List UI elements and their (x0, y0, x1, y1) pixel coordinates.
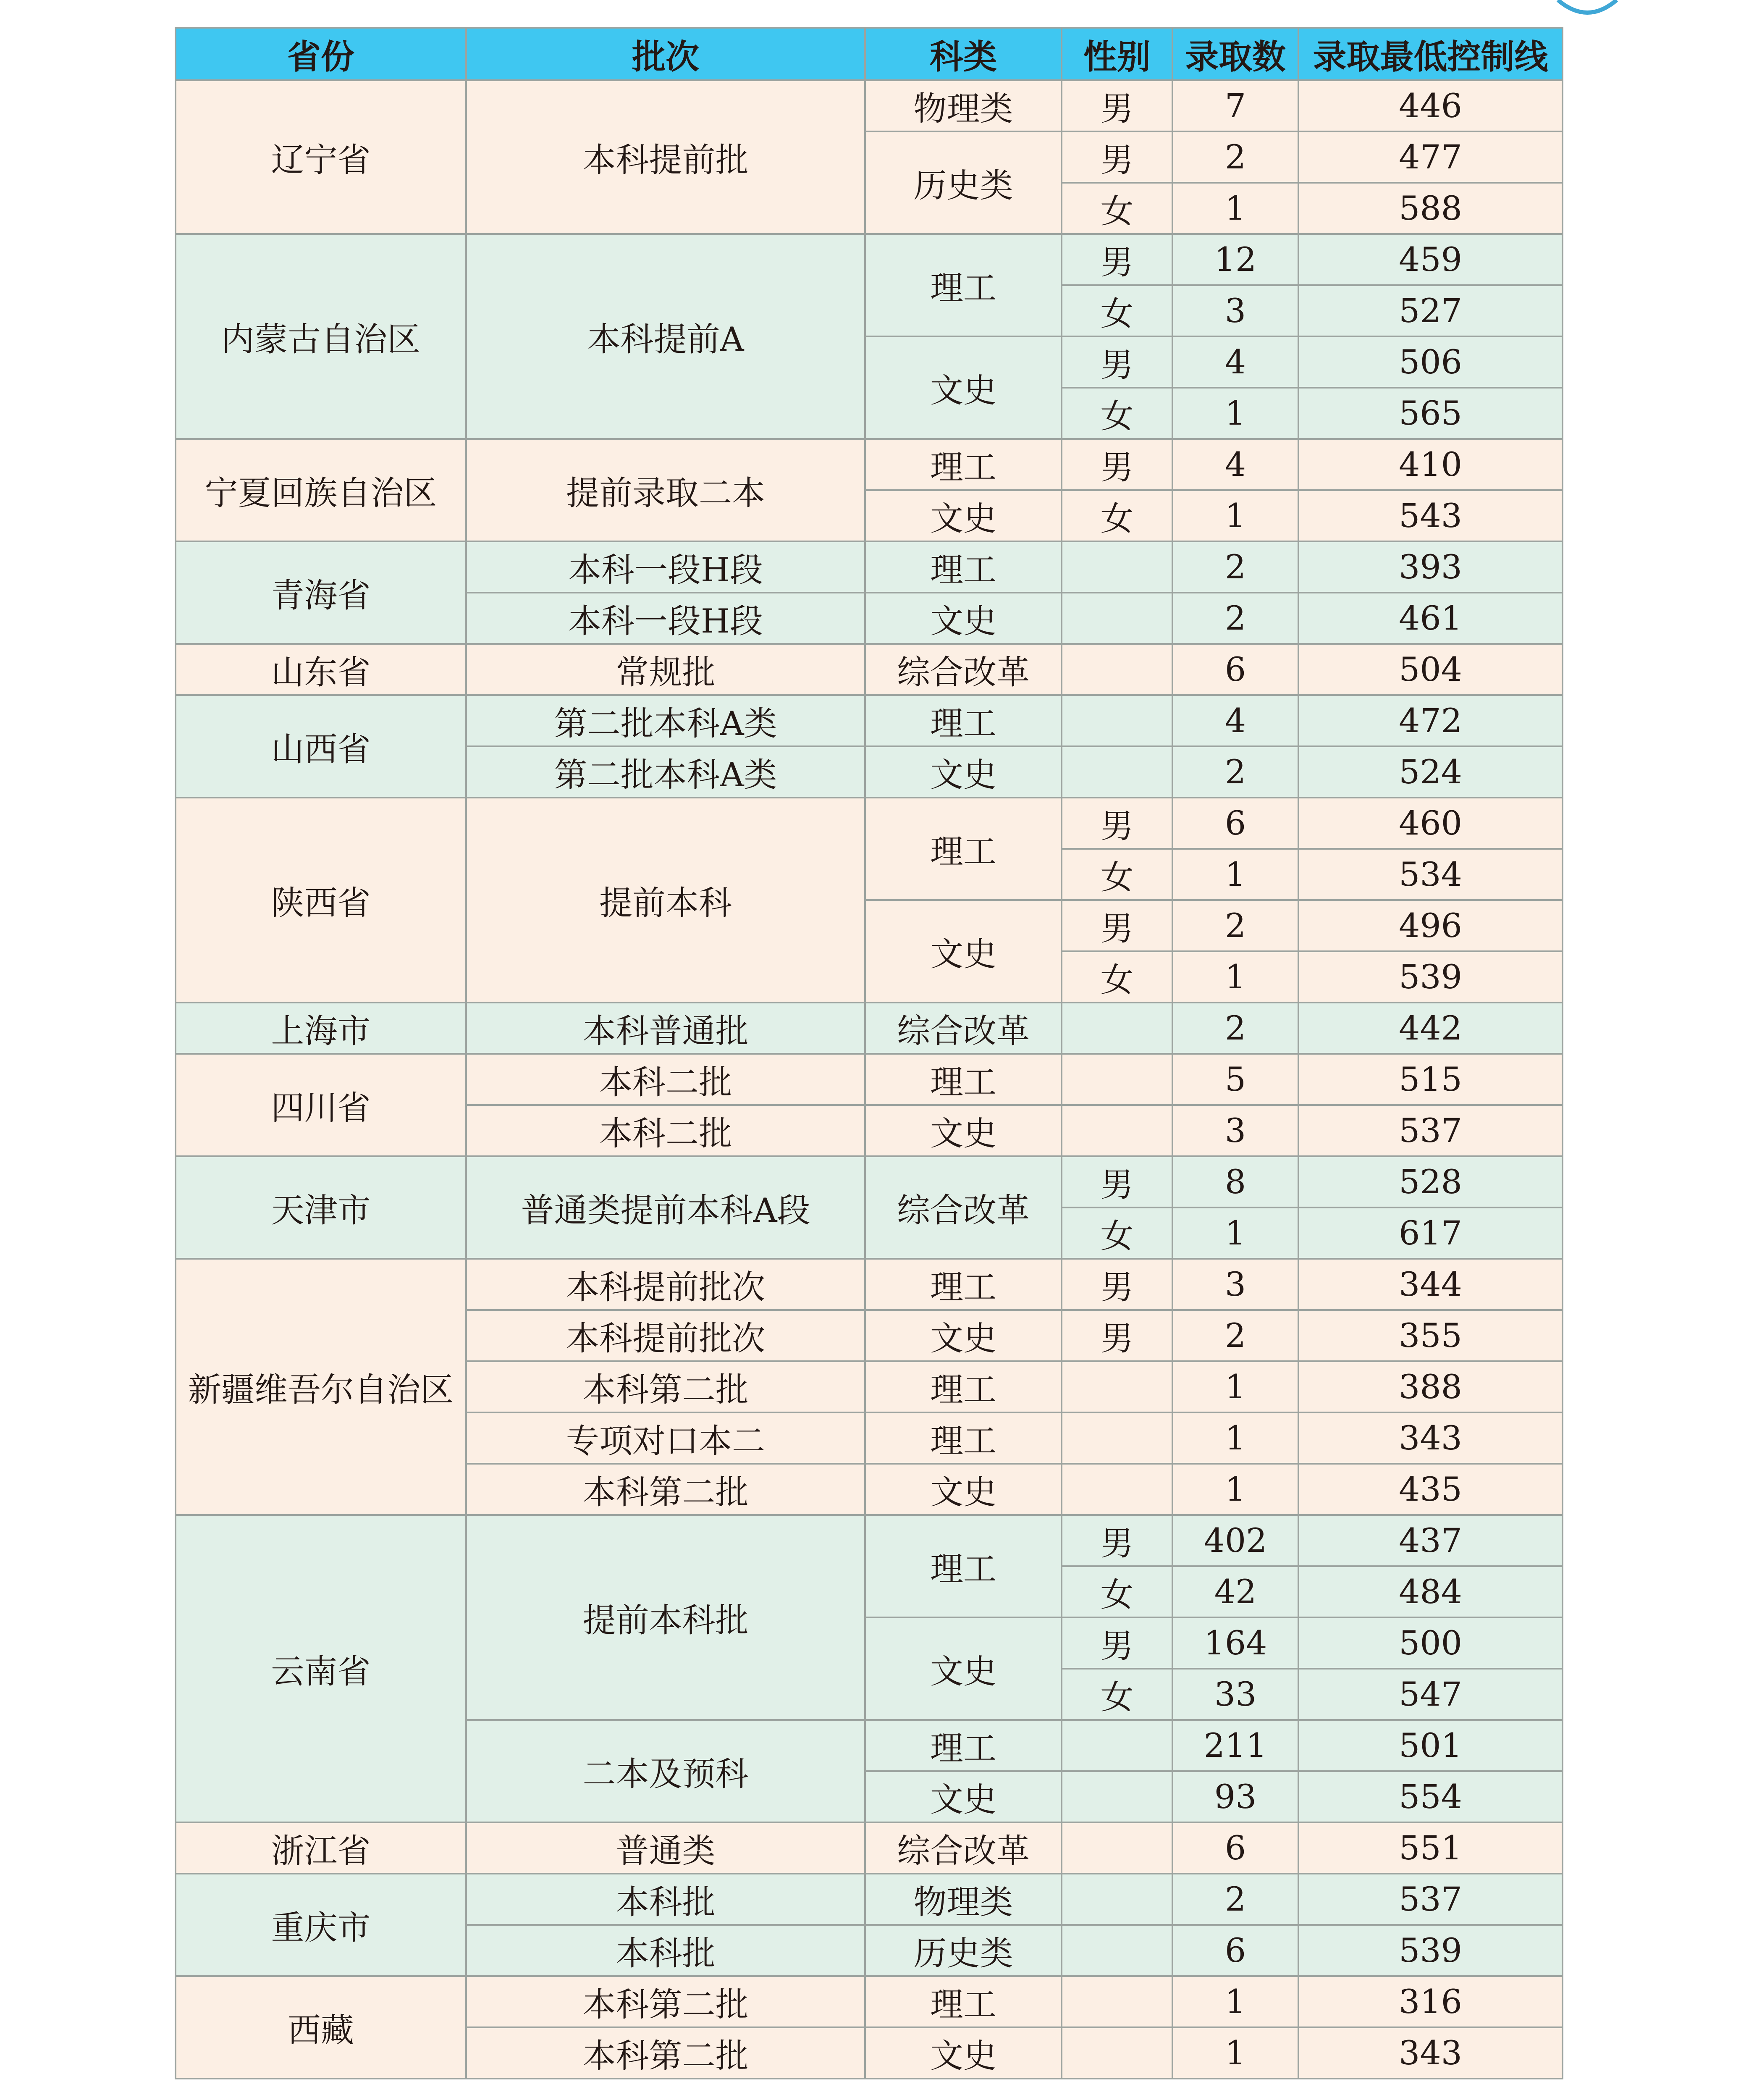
cell-count: 402 (1172, 1515, 1298, 1566)
cell-count: 8 (1172, 1156, 1298, 1208)
cell-subject: 理工 (865, 541, 1062, 593)
cell-min-score: 537 (1298, 1874, 1563, 1925)
cell-count: 1 (1172, 1361, 1298, 1412)
header-count: 录取数 (1172, 28, 1298, 80)
cell-min-score: 461 (1298, 593, 1563, 644)
cell-count: 1 (1172, 388, 1298, 439)
header-row (176, 28, 1563, 80)
table-row (176, 234, 1563, 285)
cell-batch: 普通类 (466, 1822, 865, 1874)
cell-min-score: 343 (1298, 2027, 1563, 2079)
table-row (176, 1054, 1563, 1105)
cell-min-score: 504 (1298, 644, 1563, 695)
cell-gender: 男 (1062, 1259, 1172, 1310)
cell-subject: 文史 (865, 1310, 1062, 1361)
cell-count: 164 (1172, 1617, 1298, 1669)
cell-province: 山东省 (176, 644, 466, 695)
cell-gender (1062, 1412, 1172, 1464)
cell-gender (1062, 1976, 1172, 2027)
table-row (176, 1874, 1563, 1925)
cell-batch: 专项对口本二 (466, 1412, 865, 1464)
cell-subject: 综合改革 (865, 1156, 1062, 1259)
cell-gender: 男 (1062, 900, 1172, 951)
cell-count: 6 (1172, 1925, 1298, 1976)
admission-table-container (175, 27, 1562, 2079)
cell-gender: 男 (1062, 1617, 1172, 1669)
cell-count: 2 (1172, 593, 1298, 644)
cell-gender: 女 (1062, 183, 1172, 234)
cell-min-score: 446 (1298, 80, 1563, 131)
cell-gender (1062, 1361, 1172, 1412)
cell-province: 上海市 (176, 1003, 466, 1054)
cell-subject: 理工 (865, 234, 1062, 336)
cell-min-score: 539 (1298, 951, 1563, 1003)
cell-gender: 女 (1062, 1208, 1172, 1259)
cell-count: 2 (1172, 900, 1298, 951)
cell-gender: 女 (1062, 951, 1172, 1003)
cell-min-score: 355 (1298, 1310, 1563, 1361)
cell-min-score: 551 (1298, 1822, 1563, 1874)
cell-min-score: 437 (1298, 1515, 1563, 1566)
cell-count: 3 (1172, 285, 1298, 336)
cell-gender: 女 (1062, 490, 1172, 541)
cell-batch: 本科一段H段 (466, 593, 865, 644)
cell-min-score: 496 (1298, 900, 1563, 951)
cell-subject: 理工 (865, 1361, 1062, 1412)
cell-min-score: 617 (1298, 1208, 1563, 1259)
header-province: 省份 (176, 28, 466, 80)
cell-count: 3 (1172, 1259, 1298, 1310)
cell-batch: 本科第二批 (466, 2027, 865, 2079)
header-subject: 科类 (865, 28, 1062, 80)
table-row (176, 80, 1563, 131)
cell-count: 1 (1172, 1976, 1298, 2027)
cell-gender (1062, 2027, 1172, 2079)
table-row (176, 1822, 1563, 1874)
cell-subject: 文史 (865, 1464, 1062, 1515)
cell-min-score: 344 (1298, 1259, 1563, 1310)
cell-subject: 历史类 (865, 131, 1062, 234)
cell-gender: 女 (1062, 1669, 1172, 1720)
cell-min-score: 460 (1298, 798, 1563, 849)
corner-ornament (1554, 0, 1621, 17)
cell-count: 4 (1172, 439, 1298, 490)
cell-count: 33 (1172, 1669, 1298, 1720)
cell-province: 内蒙古自治区 (176, 234, 466, 439)
cell-subject: 文史 (865, 1617, 1062, 1720)
table-row (176, 541, 1563, 593)
cell-subject: 物理类 (865, 1874, 1062, 1925)
cell-count: 93 (1172, 1771, 1298, 1822)
cell-gender (1062, 746, 1172, 798)
cell-batch: 本科第二批 (466, 1976, 865, 2027)
table-row (176, 1003, 1563, 1054)
cell-gender (1062, 1054, 1172, 1105)
table-row (176, 1515, 1563, 1566)
cell-gender: 男 (1062, 1156, 1172, 1208)
cell-gender (1062, 1720, 1172, 1771)
cell-gender: 女 (1062, 285, 1172, 336)
cell-count: 2 (1172, 131, 1298, 183)
cell-min-score: 543 (1298, 490, 1563, 541)
cell-count: 1 (1172, 1464, 1298, 1515)
cell-province: 陕西省 (176, 798, 466, 1003)
table-row (176, 1156, 1563, 1208)
cell-min-score: 524 (1298, 746, 1563, 798)
cell-batch: 本科普通批 (466, 1003, 865, 1054)
cell-province: 云南省 (176, 1515, 466, 1822)
cell-subject: 理工 (865, 1054, 1062, 1105)
cell-batch: 常规批 (466, 644, 865, 695)
cell-batch: 二本及预科 (466, 1720, 865, 1822)
cell-count: 3 (1172, 1105, 1298, 1156)
cell-min-score: 537 (1298, 1105, 1563, 1156)
cell-subject: 文史 (865, 1105, 1062, 1156)
cell-count: 2 (1172, 1003, 1298, 1054)
cell-batch: 本科提前批 (466, 80, 865, 234)
cell-province: 重庆市 (176, 1874, 466, 1976)
cell-gender: 男 (1062, 131, 1172, 183)
cell-min-score: 565 (1298, 388, 1563, 439)
cell-count: 6 (1172, 798, 1298, 849)
cell-province: 青海省 (176, 541, 466, 644)
cell-batch: 本科提前批次 (466, 1259, 865, 1310)
cell-gender: 女 (1062, 388, 1172, 439)
cell-gender: 男 (1062, 1515, 1172, 1566)
cell-count: 1 (1172, 2027, 1298, 2079)
cell-min-score: 343 (1298, 1412, 1563, 1464)
cell-gender (1062, 541, 1172, 593)
cell-batch: 本科第二批 (466, 1361, 865, 1412)
cell-min-score: 554 (1298, 1771, 1563, 1822)
cell-subject: 理工 (865, 695, 1062, 746)
cell-count: 2 (1172, 1310, 1298, 1361)
cell-gender (1062, 644, 1172, 695)
cell-min-score: 477 (1298, 131, 1563, 183)
cell-gender (1062, 1771, 1172, 1822)
cell-gender: 女 (1062, 849, 1172, 900)
cell-gender (1062, 1464, 1172, 1515)
cell-batch: 第二批本科A类 (466, 746, 865, 798)
cell-gender (1062, 1822, 1172, 1874)
cell-count: 2 (1172, 746, 1298, 798)
cell-subject: 综合改革 (865, 1822, 1062, 1874)
cell-subject: 文史 (865, 900, 1062, 1003)
cell-min-score: 484 (1298, 1566, 1563, 1617)
cell-subject: 文史 (865, 746, 1062, 798)
cell-min-score: 410 (1298, 439, 1563, 490)
cell-province: 山西省 (176, 695, 466, 798)
cell-min-score: 539 (1298, 1925, 1563, 1976)
cell-batch: 本科提前批次 (466, 1310, 865, 1361)
cell-gender: 男 (1062, 80, 1172, 131)
cell-min-score: 472 (1298, 695, 1563, 746)
cell-min-score: 515 (1298, 1054, 1563, 1105)
cell-province: 浙江省 (176, 1822, 466, 1874)
cell-province: 新疆维吾尔自治区 (176, 1259, 466, 1515)
cell-min-score: 435 (1298, 1464, 1563, 1515)
cell-subject: 理工 (865, 439, 1062, 490)
cell-count: 2 (1172, 1874, 1298, 1925)
cell-subject: 理工 (865, 1515, 1062, 1617)
cell-subject: 文史 (865, 2027, 1062, 2079)
cell-count: 7 (1172, 80, 1298, 131)
cell-gender (1062, 1003, 1172, 1054)
cell-subject: 综合改革 (865, 644, 1062, 695)
cell-batch: 提前录取二本 (466, 439, 865, 541)
header-min-score: 录取最低控制线 (1298, 28, 1563, 80)
header-batch: 批次 (466, 28, 865, 80)
header-gender: 性别 (1062, 28, 1172, 80)
cell-min-score: 501 (1298, 1720, 1563, 1771)
cell-subject: 理工 (865, 1976, 1062, 2027)
cell-count: 1 (1172, 849, 1298, 900)
cell-gender: 男 (1062, 336, 1172, 388)
cell-count: 5 (1172, 1054, 1298, 1105)
table-row (176, 439, 1563, 490)
cell-gender (1062, 593, 1172, 644)
cell-batch: 本科一段H段 (466, 541, 865, 593)
cell-gender (1062, 1874, 1172, 1925)
cell-gender: 男 (1062, 439, 1172, 490)
cell-batch: 本科批 (466, 1874, 865, 1925)
cell-province: 辽宁省 (176, 80, 466, 234)
cell-subject: 历史类 (865, 1925, 1062, 1976)
cell-subject: 综合改革 (865, 1003, 1062, 1054)
table-row (176, 798, 1563, 849)
cell-count: 6 (1172, 1822, 1298, 1874)
cell-min-score: 528 (1298, 1156, 1563, 1208)
cell-batch: 本科第二批 (466, 1464, 865, 1515)
cell-batch: 本科批 (466, 1925, 865, 1976)
cell-count: 1 (1172, 183, 1298, 234)
cell-count: 1 (1172, 951, 1298, 1003)
cell-min-score: 588 (1298, 183, 1563, 234)
cell-min-score: 547 (1298, 1669, 1563, 1720)
cell-count: 211 (1172, 1720, 1298, 1771)
cell-count: 4 (1172, 695, 1298, 746)
cell-province: 宁夏回族自治区 (176, 439, 466, 541)
cell-min-score: 527 (1298, 285, 1563, 336)
cell-batch: 第二批本科A类 (466, 695, 865, 746)
cell-gender: 女 (1062, 1566, 1172, 1617)
cell-province: 四川省 (176, 1054, 466, 1156)
table-row (176, 695, 1563, 746)
cell-gender: 男 (1062, 1310, 1172, 1361)
cell-gender (1062, 1105, 1172, 1156)
cell-batch: 本科提前A (466, 234, 865, 439)
cell-count: 4 (1172, 336, 1298, 388)
cell-count: 12 (1172, 234, 1298, 285)
cell-subject: 理工 (865, 798, 1062, 900)
cell-min-score: 316 (1298, 1976, 1563, 2027)
cell-count: 1 (1172, 490, 1298, 541)
admission-table (175, 27, 1563, 2079)
cell-min-score: 393 (1298, 541, 1563, 593)
table-row (176, 1259, 1563, 1310)
cell-min-score: 534 (1298, 849, 1563, 900)
cell-subject: 文史 (865, 593, 1062, 644)
cell-province: 天津市 (176, 1156, 466, 1259)
cell-min-score: 459 (1298, 234, 1563, 285)
cell-subject: 物理类 (865, 80, 1062, 131)
cell-count: 1 (1172, 1208, 1298, 1259)
cell-min-score: 500 (1298, 1617, 1563, 1669)
cell-gender (1062, 1925, 1172, 1976)
cell-subject: 理工 (865, 1720, 1062, 1771)
cell-count: 6 (1172, 644, 1298, 695)
cell-min-score: 506 (1298, 336, 1563, 388)
cell-min-score: 388 (1298, 1361, 1563, 1412)
cell-subject: 文史 (865, 490, 1062, 541)
cell-subject: 理工 (865, 1259, 1062, 1310)
cell-gender: 男 (1062, 798, 1172, 849)
cell-province: 西藏 (176, 1976, 466, 2079)
table-row (176, 644, 1563, 695)
cell-batch: 提前本科 (466, 798, 865, 1003)
cell-count: 42 (1172, 1566, 1298, 1617)
cell-min-score: 442 (1298, 1003, 1563, 1054)
cell-batch: 本科二批 (466, 1054, 865, 1105)
cell-batch: 提前本科批 (466, 1515, 865, 1720)
cell-batch: 本科二批 (466, 1105, 865, 1156)
cell-gender (1062, 695, 1172, 746)
cell-subject: 理工 (865, 1412, 1062, 1464)
cell-count: 2 (1172, 541, 1298, 593)
cell-batch: 普通类提前本科A段 (466, 1156, 865, 1259)
cell-count: 1 (1172, 1412, 1298, 1464)
cell-subject: 文史 (865, 336, 1062, 439)
cell-subject: 文史 (865, 1771, 1062, 1822)
cell-gender: 男 (1062, 234, 1172, 285)
table-row (176, 1976, 1563, 2027)
